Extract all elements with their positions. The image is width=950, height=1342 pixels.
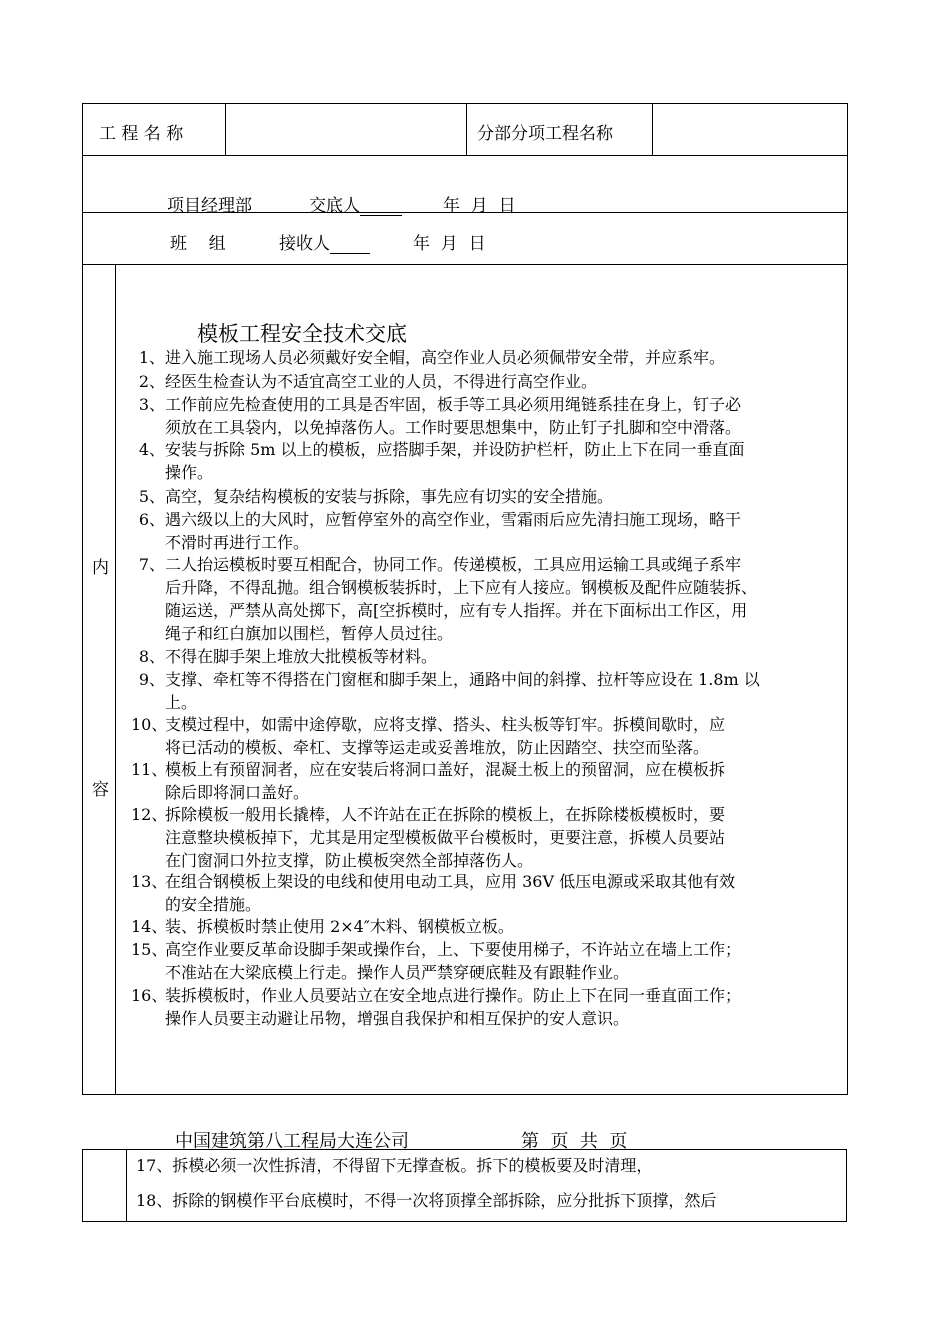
item-number: 14、 — [131, 917, 168, 936]
item-text — [165, 346, 841, 369]
item-number: 15、 — [131, 940, 168, 959]
item-number: 7、 — [138, 555, 165, 574]
safety-item — [131, 346, 841, 369]
item-line: 拆除模板一般用长撬棒，人不许站在正在拆除的模板上，在拆除楼板模板时，要 — [165, 805, 726, 824]
item-text — [165, 713, 841, 759]
item-line: 支撑、牵杠等不得搭在门窗框和脚手架上，通路中间的斜撑、拉杆等应设在 1.8m 以 — [165, 670, 760, 689]
continuation-side-divider — [126, 1149, 127, 1222]
item-line: 装、拆模板时禁止使用 2×4″木料、钢模板立板。 — [165, 917, 514, 936]
item-line: 后升降，不得乱抛。组合钢模板装拆时，上下应有人接应。钢模板及配件应随装拆、 — [165, 578, 758, 597]
receiver-text: 接收人 — [279, 234, 330, 254]
item-text — [165, 508, 841, 554]
item-text — [165, 370, 841, 393]
safety-item — [131, 370, 841, 393]
item-line: 的安全措施。 — [165, 895, 262, 914]
content-side-label-bottom: 容 — [92, 780, 109, 800]
item-number: 2、 — [138, 372, 165, 391]
item-number: 11、 — [131, 760, 168, 779]
item-line: 在组合钢模板上架设的电线和使用电动工具，应用 36V 低压电源或采取其他有效 — [165, 872, 736, 891]
item-text — [165, 803, 841, 872]
item-number: 8、 — [138, 647, 165, 666]
project-name-value[interactable] — [236, 119, 456, 143]
project-name-label: 工 程 名 称 — [99, 124, 184, 144]
item-text — [165, 870, 841, 916]
safety-item — [131, 485, 841, 508]
safety-item — [131, 645, 841, 668]
item-line: 遇六级以上的大风时，应暂停室外的高空作业，雪霜雨后应先清扫施工现场，略干 — [165, 510, 742, 529]
item-line: 高空作业要反革命设脚手架或操作台，上、下要使用梯子，不许站立在墙上工作； — [165, 940, 742, 959]
item-number: 1、 — [138, 348, 165, 367]
date-1: 年 月 日 — [443, 196, 516, 216]
item-line: 进入施工现场人员必须戴好安全帽，高空作业人员必须佩带安全带，并应系牢。 — [165, 348, 726, 367]
safety-item — [131, 553, 841, 645]
content-side-divider — [115, 264, 116, 1095]
discloser-label — [309, 191, 402, 216]
item-line: 高空，复杂结构模板的安装与拆除，事先应有切实的安全措施。 — [165, 487, 614, 506]
safety-item — [131, 668, 841, 714]
item-line: 支模过程中，如需中途停歇，应将支撑、搭头、柱头板等钉牢。拆模间歇时，应 — [165, 715, 726, 734]
discloser-text: 交底人 — [309, 196, 360, 216]
item-text — [165, 393, 841, 439]
item-text — [165, 984, 841, 1030]
item-number: 9、 — [138, 670, 165, 689]
row-line-3 — [82, 264, 848, 265]
item-number: 10、 — [131, 715, 168, 734]
item-line: 安装与拆除 5m 以上的模板，应搭脚手架，并设防护栏杆，防止上下在同一垂直面 — [165, 440, 745, 459]
item-line: 上。 — [165, 693, 198, 712]
item-number: 16、 — [131, 986, 168, 1005]
safety-item — [131, 984, 841, 1030]
item-line: 注意整块模板掉下，尤其是用定型模板做平台模板时，更要注意，拆模人员要站 — [165, 828, 726, 847]
item-text — [165, 915, 841, 938]
sub-project-value[interactable] — [662, 119, 837, 143]
item-line: 随运送，严禁从高处掷下，高[空拆模时，应有专人指挥。并在下面标出工作区，用 — [165, 601, 748, 620]
item-number: 5、 — [138, 487, 165, 506]
item-number: 3、 — [138, 395, 165, 414]
item-number: 12、 — [131, 805, 168, 824]
item-line: 须放在工具袋内，以免掉落伤人。工作时要思想集中，防止钉子扎脚和空中滑落。 — [165, 418, 742, 437]
continuation-item-18: 18、拆除的钢模作平台底模时，不得一次将顶撑全部拆除，应分批拆下顶撑，然后 — [136, 1191, 717, 1210]
item-line: 绳子和红白旗加以围栏，暂停人员过往。 — [165, 624, 454, 643]
item-line: 在门窗洞口外拉支撑，防止模板突然全部掉落伤人。 — [165, 851, 534, 870]
item-line: 二人抬运模板时要互相配合，协同工作。传递模板，工具应用运输工具或绳子系牢 — [165, 555, 742, 574]
receiver-label — [279, 229, 370, 254]
safety-item — [131, 938, 841, 984]
item-number: 6、 — [138, 510, 165, 529]
item-line: 除后即将洞口盖好。 — [165, 783, 310, 802]
content-side-label-top: 内 — [92, 558, 109, 578]
item-line: 不准站在大梁底模上行走。操作人员严禁穿硬底鞋及有跟鞋作业。 — [165, 963, 630, 982]
safety-item — [131, 713, 841, 759]
sub-project-label: 分部分项工程名称 — [477, 124, 613, 144]
header-divider-3 — [652, 103, 653, 155]
continuation-item-17: 17、拆模必须一次性拆清，不得留下无撑查板。拆下的模板要及时清理， — [136, 1156, 653, 1175]
safety-item — [131, 803, 841, 872]
safety-item — [131, 508, 841, 554]
item-line: 不滑时再进行工作。 — [165, 533, 310, 552]
item-line: 工作前应先检查使用的工具是否牢固，板手等工具必须用绳链系挂在身上，钉子必 — [165, 395, 742, 414]
item-line: 装拆模板时，作业人员要站立在安全地点进行操作。防止上下在同一垂直面工作； — [165, 986, 742, 1005]
item-line: 经医生检查认为不适宜高空工业的人员，不得进行高空作业。 — [165, 372, 598, 391]
safety-item — [131, 915, 841, 938]
item-number: 13、 — [131, 872, 168, 891]
safety-item — [131, 758, 841, 804]
item-text — [165, 485, 841, 508]
receiver-signature-line[interactable] — [330, 234, 370, 254]
item-text — [165, 438, 841, 484]
safety-item — [131, 870, 841, 916]
item-text — [165, 938, 841, 984]
row-line-1 — [82, 155, 848, 156]
item-text — [165, 758, 841, 804]
item-line: 操作。 — [165, 463, 214, 482]
item-text — [165, 553, 841, 645]
page-info: 第 页 共 页 — [521, 1131, 628, 1152]
item-text — [165, 668, 841, 714]
header-divider-2 — [466, 103, 467, 155]
team-label: 班 组 — [170, 234, 226, 254]
safety-item — [131, 438, 841, 484]
safety-item — [131, 393, 841, 439]
company-name: 中国建筑第八工程局大连公司 — [175, 1131, 409, 1152]
item-text — [165, 645, 841, 668]
item-line: 将已活动的模板、牵杠、支撑等运走或妥善堆放，防止因踏空、扶空而坠落。 — [165, 738, 710, 757]
item-number: 4、 — [138, 440, 165, 459]
discloser-signature-line[interactable] — [360, 196, 402, 216]
dept-label: 项目经理部 — [167, 196, 252, 216]
item-line: 模板上有预留洞者，应在安装后将洞口盖好，混凝土板上的预留洞，应在模板拆 — [165, 760, 726, 779]
header-divider-1 — [225, 103, 226, 155]
document-title: 模板工程安全技术交底 — [197, 322, 407, 346]
item-line: 操作人员要主动避让吊物，增强自我保护和相互保护的安人意识。 — [165, 1009, 630, 1028]
date-2: 年 月 日 — [413, 234, 486, 254]
item-line: 不得在脚手架上堆放大批模板等材料。 — [165, 647, 438, 666]
